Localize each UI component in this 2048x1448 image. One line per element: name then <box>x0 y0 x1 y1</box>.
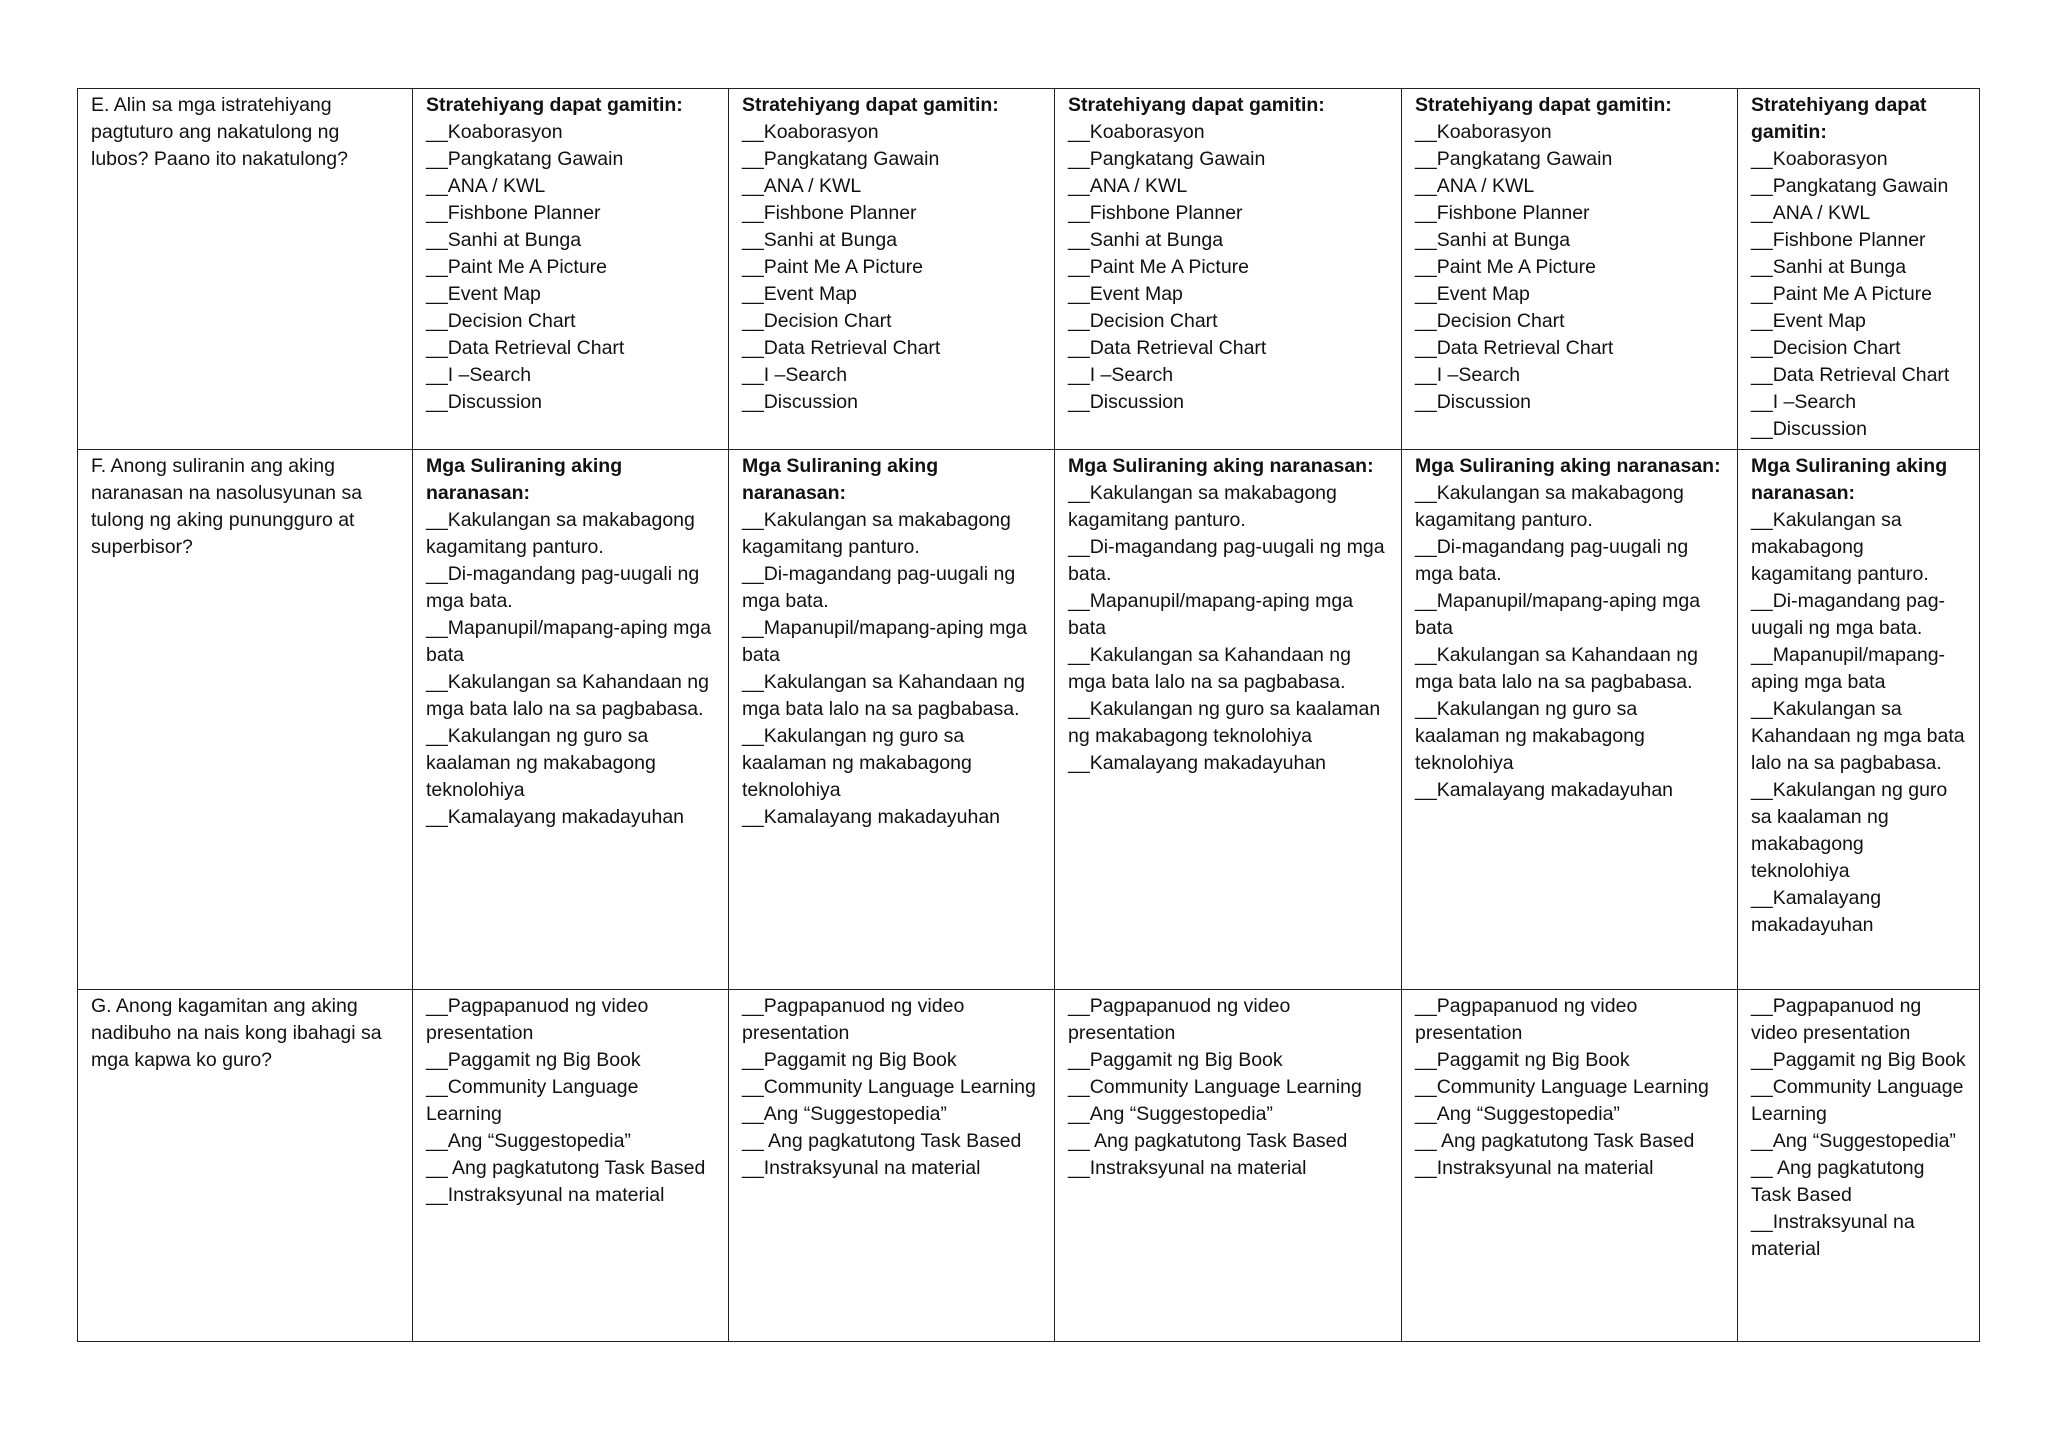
checklist-option: __Instraksyunal na material <box>1068 1157 1307 1179</box>
checklist-option: __Data Retrieval Chart <box>1415 337 1614 359</box>
checklist-option: __Sanhi at Bunga <box>426 229 582 251</box>
checklist-option: __Discussion <box>1415 391 1531 413</box>
checklist-option: __Mapanupil/mapang-aping mga bata <box>1068 590 1354 639</box>
checklist-option: __Di-magandang pag-uugali ng mga bata. <box>426 563 700 612</box>
checklist-option: __Mapanupil/mapang-aping mga bata <box>1415 590 1701 639</box>
reflection-table <box>77 88 1980 1342</box>
day-cell-2 <box>729 450 1055 990</box>
checklist-option: __Kamalayang makadayuhan <box>1068 752 1327 774</box>
checklist-option: __Pangkatang Gawain <box>426 148 624 170</box>
checklist-option: __Paint Me A Picture <box>1751 283 1933 305</box>
checklist-option: __Kakulangan ng guro sa kaalaman ng makabagong teknolohiya <box>742 725 972 801</box>
checklist-option: __Sanhi at Bunga <box>1751 256 1907 278</box>
checklist-option: __Decision Chart <box>426 310 576 332</box>
checklist-option: __Kakulangan sa Kahandaan ng mga bata lalo na sa pagbabasa. <box>742 671 1025 720</box>
checklist-option: __Kakulangan sa makabagong kagamitang panturo. <box>1415 482 1684 531</box>
checklist-option: __Community Language Learning <box>426 1076 639 1125</box>
checklist-option: __Paggamit ng Big Book <box>1068 1049 1283 1071</box>
checklist-option: __Ang “Suggestopedia” <box>1415 1103 1620 1125</box>
checklist-option: __ Ang pagkatutong Task Based <box>1751 1157 1925 1206</box>
checklist-option: __ Ang pagkatutong Task Based <box>426 1157 706 1179</box>
day-cell-3 <box>1055 990 1402 1342</box>
checklist-option: __Kamalayang makadayuhan <box>1751 887 1882 936</box>
checklist-option: __Kakulangan sa makabagong kagamitang panturo. <box>426 509 695 558</box>
checklist-option: __Pangkatang Gawain <box>1068 148 1266 170</box>
checklist-option: __Community Language Learning <box>742 1076 1036 1098</box>
checklist-option: __Data Retrieval Chart <box>426 337 625 359</box>
checklist-option: __Pangkatang Gawain <box>742 148 940 170</box>
checklist-option: __Event Map <box>1751 310 1866 332</box>
checklist-option: __Decision Chart <box>1751 337 1901 359</box>
checklist-option: __Fishbone Planner <box>742 202 917 224</box>
cell-heading: Mga Suliraning aking naranasan: <box>1751 455 1948 504</box>
checklist-option: __ANA / KWL <box>426 175 546 197</box>
checklist-option: __Decision Chart <box>742 310 892 332</box>
checklist-option: __ Ang pagkatutong Task Based <box>1068 1130 1348 1152</box>
checklist-option: __Koaborasyon <box>1068 121 1205 143</box>
checklist-option: __Koaborasyon <box>1415 121 1552 143</box>
checklist-option: __Discussion <box>742 391 858 413</box>
checklist-option: __ Ang pagkatutong Task Based <box>1415 1130 1695 1152</box>
checklist-option: __Ang “Suggestopedia” <box>426 1130 631 1152</box>
checklist-option: __Event Map <box>1068 283 1183 305</box>
table-row <box>78 990 1980 1342</box>
day-cell-4 <box>1402 990 1738 1342</box>
checklist-option: __Di-magandang pag-uugali ng mga bata. <box>742 563 1016 612</box>
checklist-option: __Data Retrieval Chart <box>1751 364 1950 386</box>
checklist-option: __Pagpapanuod ng video presentation <box>1751 995 1922 1044</box>
checklist-option: __Event Map <box>426 283 541 305</box>
checklist-option: __Data Retrieval Chart <box>742 337 941 359</box>
day-cell-5 <box>1738 89 1980 450</box>
checklist-option: __I –Search <box>1068 364 1174 386</box>
checklist-option: __ANA / KWL <box>1415 175 1535 197</box>
checklist-option: __Di-magandang pag-uugali ng mga bata. <box>1415 536 1689 585</box>
checklist-option: __Ang “Suggestopedia” <box>1751 1130 1956 1152</box>
cell-heading: Stratehiyang dapat gamitin: <box>1751 94 1927 143</box>
day-cell-4 <box>1402 89 1738 450</box>
checklist-option: __Decision Chart <box>1068 310 1218 332</box>
checklist-option: __ANA / KWL <box>1751 202 1871 224</box>
day-cell-1 <box>413 990 729 1342</box>
checklist-option: __Event Map <box>742 283 857 305</box>
day-cell-4 <box>1402 450 1738 990</box>
day-cell-1 <box>413 450 729 990</box>
checklist-option: __Kakulangan sa makabagong kagamitang panturo. <box>742 509 1011 558</box>
checklist-option: __Kamalayang makadayuhan <box>1415 779 1674 801</box>
checklist-option: __Kakulangan ng guro sa kaalaman ng makabagong teknolohiya <box>1751 779 1948 882</box>
checklist-option: __Discussion <box>1068 391 1184 413</box>
checklist-option: __Pangkatang Gawain <box>1415 148 1613 170</box>
checklist-option: __ANA / KWL <box>742 175 862 197</box>
checklist-option: __Ang “Suggestopedia” <box>742 1103 947 1125</box>
checklist-option: __Fishbone Planner <box>1415 202 1590 224</box>
checklist-option: __Kamalayang makadayuhan <box>426 806 685 828</box>
table-row <box>78 450 1980 990</box>
day-cell-2 <box>729 990 1055 1342</box>
checklist-option: __Community Language Learning <box>1415 1076 1709 1098</box>
day-cell-3 <box>1055 450 1402 990</box>
checklist-option: __Sanhi at Bunga <box>1068 229 1224 251</box>
checklist-option: __Fishbone Planner <box>426 202 601 224</box>
cell-heading: Mga Suliraning aking naranasan: <box>1415 455 1721 477</box>
checklist-option: __ Ang pagkatutong Task Based <box>742 1130 1022 1152</box>
checklist-option: __Data Retrieval Chart <box>1068 337 1267 359</box>
checklist-option: __Paint Me A Picture <box>1068 256 1250 278</box>
checklist-option: __Instraksyunal na material <box>742 1157 981 1179</box>
checklist-option: __Koaborasyon <box>1751 148 1888 170</box>
checklist-option: __Decision Chart <box>1415 310 1565 332</box>
checklist-option: __Ang “Suggestopedia” <box>1068 1103 1273 1125</box>
checklist-option: __Pangkatang Gawain <box>1751 175 1949 197</box>
day-cell-3 <box>1055 89 1402 450</box>
question-cell: F. Anong suliranin ang aking naranasan na nasolusyunan sa tulong ng aking punungguro at superbisor? <box>78 450 413 990</box>
checklist-option: __Mapanupil/mapang-aping mga bata <box>426 617 712 666</box>
checklist-option: __Kakulangan sa Kahandaan ng mga bata lalo na sa pagbabasa. <box>1415 644 1698 693</box>
checklist-option: __Kakulangan sa Kahandaan ng mga bata lalo na sa pagbabasa. <box>1068 644 1351 693</box>
checklist-option: __Kakulangan sa makabagong kagamitang panturo. <box>1751 509 1929 585</box>
checklist-option: __Fishbone Planner <box>1751 229 1926 251</box>
checklist-option: __I –Search <box>742 364 848 386</box>
cell-heading: Mga Suliraning aking naranasan: <box>426 455 623 504</box>
checklist-option: __Pagpapanuod ng video presentation <box>742 995 965 1044</box>
cell-heading: Stratehiyang dapat gamitin: <box>1415 94 1672 116</box>
checklist-option: __Paggamit ng Big Book <box>1751 1049 1966 1071</box>
checklist-option: __Fishbone Planner <box>1068 202 1243 224</box>
table-row <box>78 89 1980 450</box>
checklist-option: __Kakulangan sa Kahandaan ng mga bata lalo na sa pagbabasa. <box>426 671 709 720</box>
day-cell-2 <box>729 89 1055 450</box>
checklist-option: __Kakulangan sa Kahandaan ng mga bata lalo na sa pagbabasa. <box>1751 698 1965 774</box>
checklist-option: __Paint Me A Picture <box>1415 256 1597 278</box>
day-cell-1 <box>413 89 729 450</box>
checklist-option: __Paggamit ng Big Book <box>426 1049 641 1071</box>
checklist-option: __Mapanupil/mapang-aping mga bata <box>1751 644 1946 693</box>
day-cell-5 <box>1738 450 1980 990</box>
checklist-option: __Sanhi at Bunga <box>1415 229 1571 251</box>
checklist-option: __Instraksyunal na material <box>1415 1157 1654 1179</box>
checklist-option: __Discussion <box>426 391 542 413</box>
checklist-option: __Community Language Learning <box>1068 1076 1362 1098</box>
cell-heading: Stratehiyang dapat gamitin: <box>742 94 999 116</box>
checklist-option: __Kamalayang makadayuhan <box>742 806 1001 828</box>
cell-heading: Mga Suliraning aking naranasan: <box>742 455 939 504</box>
checklist-option: __Community Language Learning <box>1751 1076 1964 1125</box>
checklist-option: __Instraksyunal na material <box>1751 1211 1915 1260</box>
checklist-option: __Sanhi at Bunga <box>742 229 898 251</box>
checklist-option: __Paggamit ng Big Book <box>1415 1049 1630 1071</box>
question-cell: E. Alin sa mga istratehiyang pagtuturo ang nakatulong ng lubos? Paano ito nakatulong? <box>78 89 413 450</box>
checklist-option: __I –Search <box>426 364 532 386</box>
checklist-option: __Di-magandang pag-uugali ng mga bata. <box>1068 536 1385 585</box>
cell-heading: Stratehiyang dapat gamitin: <box>1068 94 1325 116</box>
checklist-option: __Pagpapanuod ng video presentation <box>1415 995 1638 1044</box>
checklist-option: __Mapanupil/mapang-aping mga bata <box>742 617 1028 666</box>
checklist-option: __Kakulangan sa makabagong kagamitang panturo. <box>1068 482 1337 531</box>
checklist-option: __I –Search <box>1415 364 1521 386</box>
checklist-option: __Di-magandang pag-uugali ng mga bata. <box>1751 590 1946 639</box>
checklist-option: __Event Map <box>1415 283 1530 305</box>
cell-heading: Stratehiyang dapat gamitin: <box>426 94 683 116</box>
checklist-option: __Koaborasyon <box>426 121 563 143</box>
checklist-option: __Paint Me A Picture <box>426 256 608 278</box>
checklist-option: __Pagpapanuod ng video presentation <box>1068 995 1291 1044</box>
checklist-option: __ANA / KWL <box>1068 175 1188 197</box>
checklist-option: __Pagpapanuod ng video presentation <box>426 995 649 1044</box>
checklist-option: __Paggamit ng Big Book <box>742 1049 957 1071</box>
question-cell: G. Anong kagamitan ang aking nadibuho na nais kong ibahagi sa mga kapwa ko guro? <box>78 990 413 1342</box>
checklist-option: __Kakulangan ng guro sa kaalaman ng makabagong teknolohiya <box>1415 698 1645 774</box>
checklist-option: __Paint Me A Picture <box>742 256 924 278</box>
checklist-option: __I –Search <box>1751 391 1857 413</box>
checklist-option: __Discussion <box>1751 418 1867 440</box>
checklist-option: __Kakulangan ng guro sa kaalaman ng makabagong teknolohiya <box>426 725 656 801</box>
checklist-option: __Instraksyunal na material <box>426 1184 665 1206</box>
day-cell-5 <box>1738 990 1980 1342</box>
cell-heading: Mga Suliraning aking naranasan: <box>1068 455 1374 477</box>
checklist-option: __Koaborasyon <box>742 121 879 143</box>
checklist-option: __Kakulangan ng guro sa kaalaman ng makabagong teknolohiya <box>1068 698 1381 747</box>
